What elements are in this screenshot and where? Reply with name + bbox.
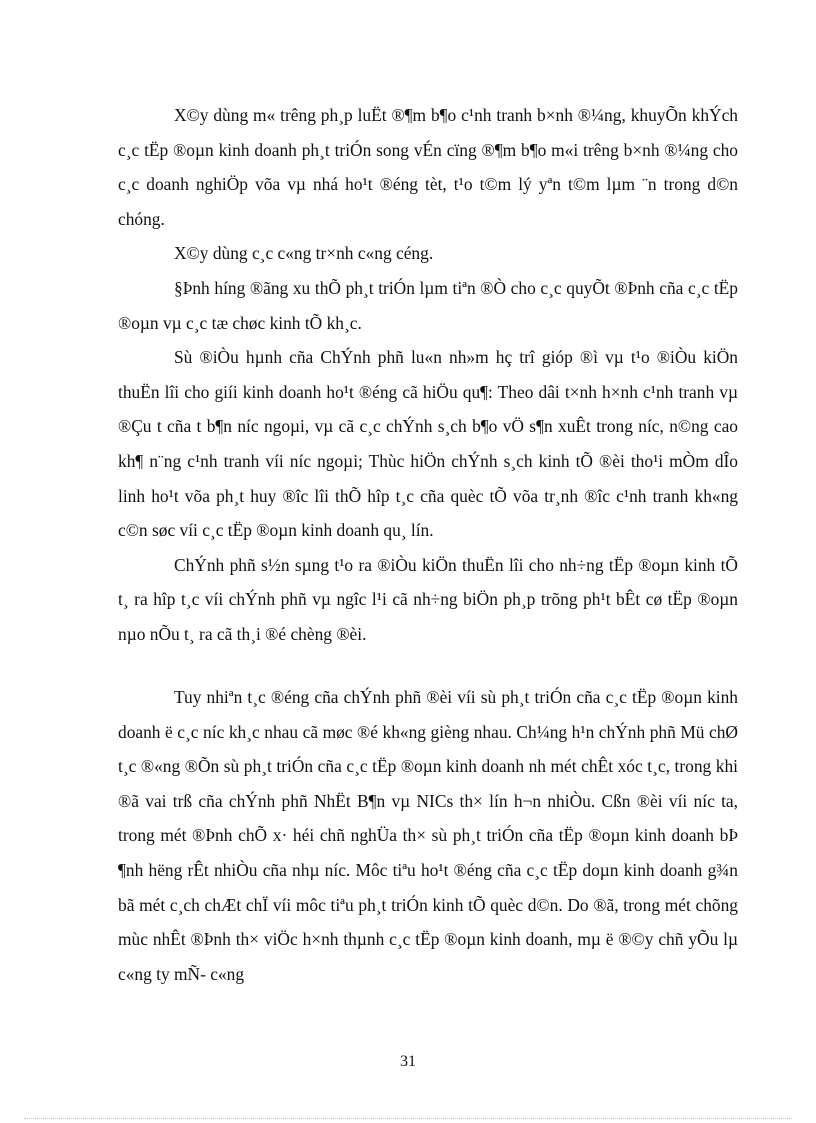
text-section-2 [118,680,738,991]
paragraph: X©y dùng c¸c c«ng tr×nh c«ng céng. [174,243,434,264]
paragraph: X©y dùng m« trêng ph¸p luËt ®¶m b¶o c¹nh tranh b×nh ®¼ng, khuyÕn khÝch c¸c tËp ®oµn kinh doanh ph¸t triÓn song vÉn cïng ®¶m b¶o m«i trêng b×nh ®¼ng cho c¸c doanh nghiÖp võa vµ nhá ho¹t ®éng tèt, t¹o t©m lý yªn t©m lµm ¨n trong d©n chóng. [118,105,738,229]
paragraph: Tuy nhiªn t¸c ®éng cña chÝnh phñ ®èi víi sù ph¸t triÓn cña c¸c tËp ®oµn kinh doanh ë c¸c níc kh¸c nhau cã møc ®é kh«ng gièng nhau. Ch¼ng h¹n chÝnh phñ Mü chØ t¸c ®«ng ®Õn sù ph¸t triÓn cña c¸c tËp ®oµn kinh doanh nh mét chÊt xóc t¸c, trong khi ®ã vai trß cña chÝnh phñ NhËt B¶n vµ NICs th× lín h¬n nhiÒu. Cßn ®èi víi níc ta, trong mét ®Þnh chÕ x· héi chñ nghÜa th× sù ph¸t triÓn cña tËp ®oµn kinh doanh bÞ ¶nh hëng rÊt nhiÒu cña nhµ níc. Môc tiªu ho¹t ®éng cña c¸c tËp doµn kinh doanh g¾n bã mét c¸ch chÆt chÏ víi môc tiªu ph¸t triÓn kinh tÕ quèc d©n. Do ®ã, trong mét chõng mùc nhÊt ®Þnh th× viÖc h×nh thµnh c¸c tËp ®oµn kinh doanh, mµ ë ®©y chñ yÕu lµ c«ng ty mÑ- c«ng [118,687,738,984]
page-bottom-rule [24,1118,792,1119]
paragraph: §Þnh híng ®ãng xu thÕ ph¸t triÓn lµm tiªn ®Ò cho c¸c quyÕt ®Þnh cña c¸c tËp ®oµn vµ c¸c tæ chøc kinh tÕ kh¸c. [118,277,738,333]
page-number: 31 [400,1053,416,1070]
paragraph: Sù ®iÒu hµnh cña ChÝnh phñ lu«n nh»m hç trî gióp ®ì vµ t¹o ®iÒu kiÖn thuËn lîi cho giíi kinh doanh ho¹t ®éng cã hiÖu qu¶: Theo dâi t×nh h×nh c¹nh tranh vµ ®Çu t cña t b¶n níc ngoµi, vµ cã c¸c chÝnh s¸ch b¶o vÖ s¶n xuÊt trong níc, n©ng cao kh¶ n¨ng c¹nh tranh víi níc ngoµi; Thùc hiÖn chÝnh s¸ch kinh tÕ ®èi tho¹i mÒm dÎo linh ho¹t võa ph¸t huy ®îc lîi thÕ hîp t¸c cña quèc tÕ võa tr¸nh ®îc c¹nh tranh kh«ng c©n søc víi c¸c tËp ®oµn kinh doanh qu¸ lín. [118,347,738,541]
paragraph: ChÝnh phñ s½n sµng t¹o ra ®iÒu kiÖn thuËn lîi cho nh÷ng tËp ®oµn kinh tÕ t¸ ra hîp t¸c víi chÝnh phñ vµ ngîc l¹i cã nh÷ng biÖn ph¸p trõng ph¹t bÊt cø tËp ®oµn nµo nÕu t¸ ra cã th¸i ®é chèng ®èi. [118,554,738,644]
text-section-1 [118,98,738,652]
